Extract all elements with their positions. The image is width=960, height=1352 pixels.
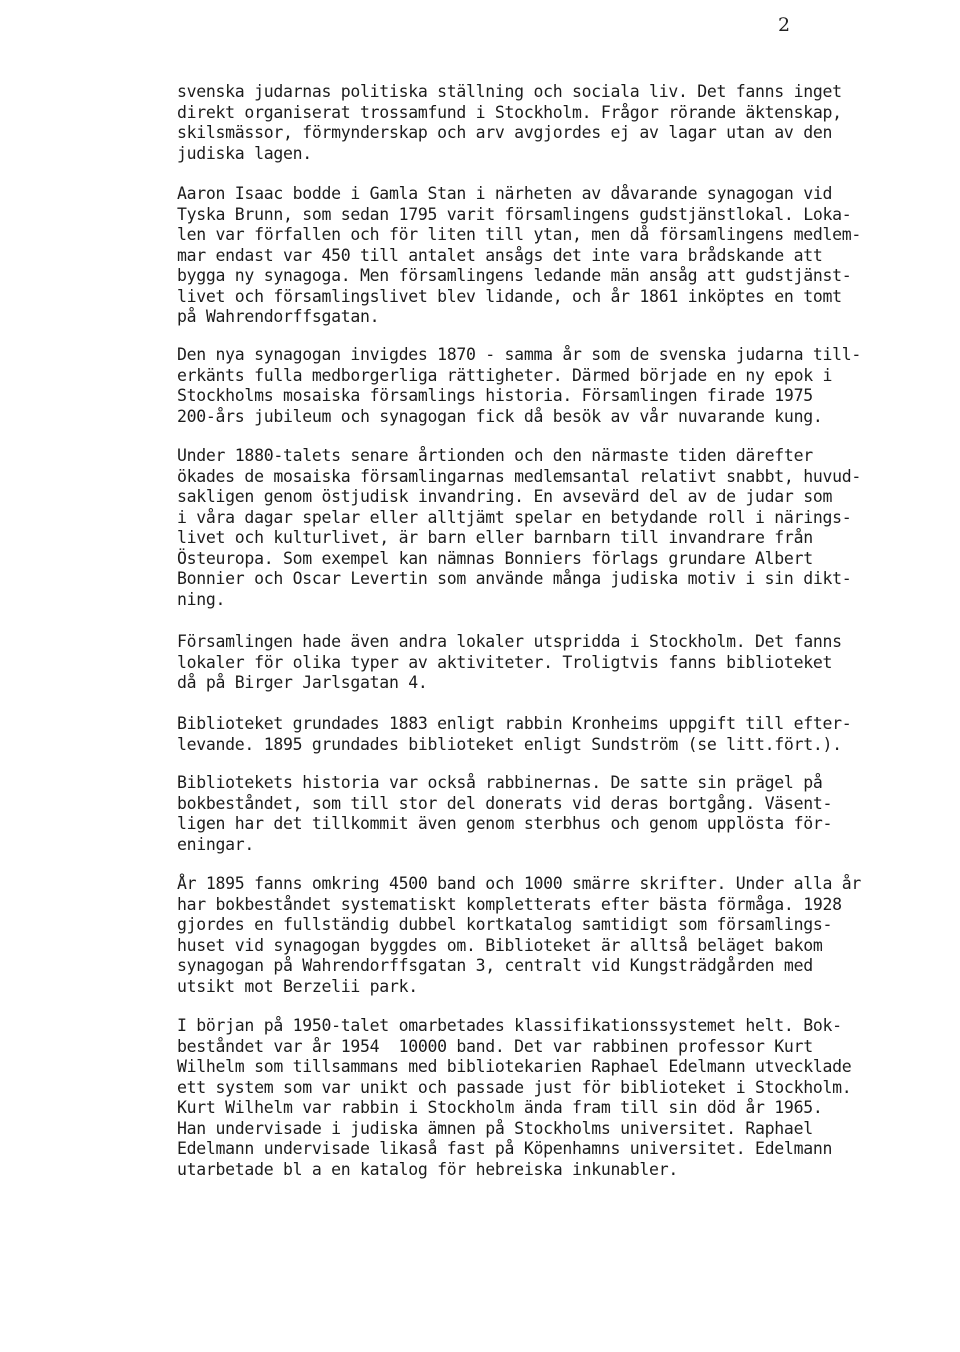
text-line: Han undervisade i judiska ämnen på Stockholms universitet. Raphael: [177, 1118, 813, 1138]
text-line: lokaler för olika typer av aktiviteter. Troligtvis fanns biblioteket: [177, 652, 833, 672]
text-line: levande. 1895 grundades biblioteket enligt Sundström (se litt.fört.).: [177, 734, 842, 754]
paragraph-classification-1950s: [177, 1016, 897, 1180]
text-line: på Wahrendorffsgatan.: [177, 307, 380, 326]
text-line: utarbetade bl a en katalog för hebreiska inkunabler.: [177, 1159, 678, 1179]
text-line: beståndet var år 1954 10000 band. Det var rabbinen professor Kurt: [177, 1036, 813, 1056]
text-line: livet och församlingslivet blev lidande, och år 1861 inköptes en tomt: [177, 286, 842, 306]
text-line: ligen har det tillkommit även genom sterbhus och genom upplösta för-: [177, 814, 833, 833]
text-line: Församlingen hade även andra lokaler utspridda i Stockholm. Det fanns: [177, 632, 842, 651]
text-line: Aaron Isaac bodde i Gamla Stan i närheten av dåvarande synagogan vid: [177, 184, 833, 203]
text-line: Edelmann undervisade likaså fast på Köpenhamns universitet. Edelmann: [177, 1139, 833, 1158]
text-line: Bonnier och Oscar Levertin som använde många judiska motiv i sin dikt-: [177, 569, 852, 588]
paragraph-political-status: [177, 82, 897, 164]
paragraph-new-synagogue: [177, 345, 897, 427]
text-line: Under 1880-talets senare årtionden och den närmaste tiden därefter: [177, 446, 813, 465]
text-line: Kurt Wilhelm var rabbin i Stockholm ända fram till sin död år 1965.: [177, 1098, 823, 1117]
text-line: År 1895 fanns omkring 4500 band och 1000 smärre skrifter. Under alla år: [177, 874, 862, 893]
text-line: bokbeståndet, som till stor del donerats vid deras bortgång. Väsent-: [177, 793, 833, 813]
text-line: eningar.: [177, 834, 255, 854]
paragraph-library-history: [177, 773, 897, 855]
text-line: skilsmässor, förmynderskap och arv avgjordes ej av lagar utan av den: [177, 123, 833, 142]
text-line: då på Birger Jarlsgatan 4.: [177, 673, 428, 692]
text-line: sakligen genom östjudisk invandring. En avsevärd del av de judar som: [177, 487, 833, 506]
text-line: Tyska Brunn, som sedan 1795 varit församlingens gudstjänstlokal. Loka-: [177, 204, 852, 224]
text-line: erkänts fulla medborgerliga rättigheter. Därmed började en ny epok i: [177, 365, 833, 385]
text-line: Östeuropa. Som exempel kan nämnas Bonniers förlags grundare Albert: [177, 548, 813, 568]
text-line: ning.: [177, 589, 226, 609]
text-line: huset vid synagogan byggdes om. Biblioteket är alltså beläget bakom: [177, 935, 823, 955]
text-line: Den nya synagogan invigdes 1870 - samma år som de svenska judarna till-: [177, 345, 862, 364]
text-line: Bibliotekets historia var också rabbinernas. De satte sin prägel på: [177, 773, 823, 792]
text-line: mar endast var 450 till antalet ansågs det inte vara brådskande att: [177, 245, 823, 265]
text-line: har bokbeståndet systematiskt kompletterats efter bästa förmåga. 1928: [177, 894, 842, 914]
text-line: gjordes en fullständig dubbel kortkatalog samtidigt som församlings-: [177, 915, 833, 934]
text-line: direkt organiserat trossamfund i Stockholm. Frågor rörande äktenskap,: [177, 102, 842, 122]
text-line: Wilhelm som tillsammans med bibliotekarien Raphael Edelmann utvecklade: [177, 1057, 852, 1076]
paragraph-immigration: [177, 446, 897, 610]
text-line: ökades de mosaiska församlingarnas medlemsantal relativt snabbt, huvud-: [177, 466, 862, 486]
paragraph-aaron-isaac: [177, 184, 897, 328]
text-line: livet och kulturlivet, är barn eller barnbarn till invandrare från: [177, 528, 813, 547]
text-line: 200-års jubileum och synagogan fick då besök av vår nuvarande kung.: [177, 406, 823, 426]
text-line: Biblioteket grundades 1883 enligt rabbin Kronheims uppgift till efter-: [177, 714, 852, 733]
page-number: 2: [778, 14, 791, 36]
text-line: judiska lagen.: [177, 143, 312, 163]
text-line: svenska judarnas politiska ställning och sociala liv. Det fanns inget: [177, 82, 842, 101]
text-line: bygga ny synagoga. Men församlingens ledande män ansåg att gudstjänst-: [177, 266, 852, 285]
text-line: ett system som var unikt och passade just för biblioteket i Stockholm.: [177, 1077, 852, 1097]
paragraph-collection-1895: [177, 874, 897, 997]
text-line: len var förfallen och för liten till ytan, men då församlingens medlem-: [177, 225, 862, 244]
paragraph-other-premises: [177, 632, 897, 694]
paragraph-library-founded: [177, 714, 897, 755]
text-line: i våra dagar spelar eller alltjämt spelar en betydande roll i närings-: [177, 507, 852, 527]
text-line: Stockholms mosaiska församlings historia. Församlingen firade 1975: [177, 386, 813, 405]
text-line: utsikt mot Berzelii park.: [177, 976, 418, 996]
text-line: synagogan på Wahrendorffsgatan 3, centralt vid Kungsträdgården med: [177, 956, 813, 975]
text-line: I början på 1950-talet omarbetades klassifikationssystemet helt. Bok-: [177, 1016, 842, 1035]
